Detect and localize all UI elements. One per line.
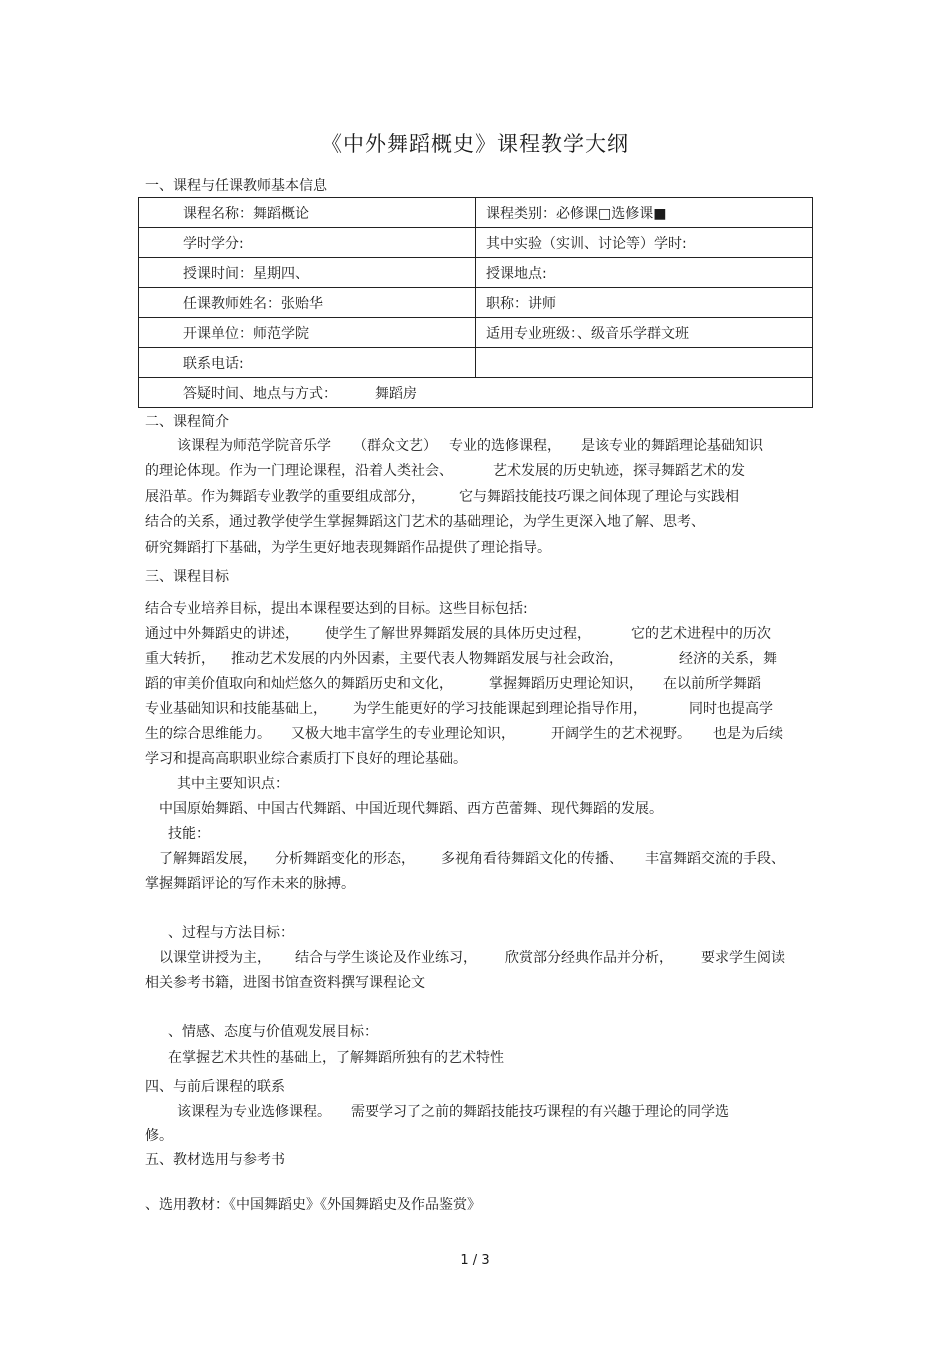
section5-heading: 五、教材选用与参考书 bbox=[145, 1152, 285, 1168]
intro-line bbox=[145, 511, 705, 531]
emotion-label: 、情感、态度与价值观发展目标： bbox=[168, 1024, 378, 1040]
text-span: 同时也提高学 bbox=[689, 701, 773, 717]
table-row bbox=[139, 258, 813, 288]
text-span: 使学生了解世界舞蹈发展的具体历史过程， bbox=[325, 626, 591, 642]
skills-line bbox=[145, 873, 355, 893]
text-span: 该课程为专业选修课程。 bbox=[177, 1104, 331, 1120]
hours-credits-cell: 学时学分: bbox=[139, 228, 476, 258]
table-row bbox=[139, 378, 813, 408]
course-name-cell: 课程名称：舞蹈概论 bbox=[139, 198, 476, 228]
goals-intro: 结合专业培养目标，提出本课程要达到的目标。这些目标包括: bbox=[145, 601, 528, 617]
applicable-class-cell: 适用专业班级：、级音乐学群文班 bbox=[476, 318, 813, 348]
process-line bbox=[145, 972, 425, 992]
text-span: 生的综合思维能力。 bbox=[145, 726, 271, 742]
text-span: 丰富舞蹈交流的手段、 bbox=[645, 851, 785, 867]
section3-heading: 三、课程目标 bbox=[145, 569, 229, 585]
course-info-table bbox=[138, 197, 813, 408]
goals-line bbox=[145, 673, 761, 693]
table-row bbox=[139, 228, 813, 258]
page-title: 《中外舞蹈概史》课程教学大纲 bbox=[321, 132, 629, 156]
text-span: 是该专业的舞蹈理论基础知识 bbox=[581, 438, 763, 454]
text-span: （群众文艺） bbox=[353, 438, 437, 454]
text-span: 也是为后续 bbox=[713, 726, 783, 742]
table-row bbox=[139, 288, 813, 318]
class-location-cell: 授课地点: bbox=[476, 258, 813, 288]
text-span: 分析舞蹈变化的形态， bbox=[275, 851, 415, 867]
text-span: 要求学生阅读 bbox=[701, 950, 785, 966]
text-span: 它与舞蹈技能技巧课之间体现了理论与实践相 bbox=[459, 489, 739, 505]
class-time-cell: 授课时间：星期四、 bbox=[139, 258, 476, 288]
section2-heading: 二、课程简介 bbox=[145, 414, 229, 430]
office-hours-cell bbox=[139, 378, 813, 408]
text-span: 重大转折， bbox=[145, 651, 215, 667]
text-span: 专业基础知识和技能基础上， bbox=[145, 701, 327, 717]
table-row bbox=[139, 198, 813, 228]
table-row bbox=[139, 348, 813, 378]
section4-heading: 四、与前后课程的联系 bbox=[145, 1079, 285, 1095]
text-span: 欣赏部分经典作品并分析， bbox=[505, 950, 673, 966]
intro-line bbox=[145, 537, 551, 557]
goals-line bbox=[145, 648, 777, 668]
text-span: 相关参考书籍，进图书馆查资料撰写课程论文 bbox=[145, 975, 425, 991]
text-span: 它的艺术进程中的历次 bbox=[631, 626, 771, 642]
text-span: 推动艺术发展的内外因素，主要代表人物舞蹈发展与社会政治， bbox=[231, 651, 623, 667]
office-hours-value: 舞蹈房 bbox=[375, 385, 417, 402]
text-span: 结合与学生谈论及作业练习， bbox=[295, 950, 477, 966]
goals-line bbox=[145, 723, 783, 743]
department-cell: 开课单位：师范学院 bbox=[139, 318, 476, 348]
text-span: 需要学习了之前的舞蹈技能技巧课程的有兴趣于理论的同学选 bbox=[351, 1104, 729, 1120]
text-span: 艺术发展的历史轨迹，探寻舞蹈艺术的发 bbox=[493, 463, 745, 479]
intro-line bbox=[145, 486, 739, 506]
skills-label: 技能： bbox=[168, 826, 210, 842]
lab-hours-cell: 其中实验（实训、讨论等）学时: bbox=[476, 228, 813, 258]
office-hours-label: 答疑时间、地点与方式： bbox=[183, 385, 337, 402]
skills-line bbox=[159, 848, 785, 868]
text-span: 为学生能更好的学习技能课起到理论指导作用， bbox=[353, 701, 647, 717]
course-type-cell: 课程类别：必修课□选修课■ bbox=[476, 198, 813, 228]
text-span: 经济的关系，舞 bbox=[679, 651, 777, 667]
textbook-line: 、选用教材：《中国舞蹈史》《外国舞蹈史及作品鉴赏》 bbox=[145, 1197, 481, 1213]
section1-heading: 一、课程与任课教师基本信息 bbox=[145, 178, 327, 194]
process-label: 、过程与方法目标： bbox=[168, 925, 294, 941]
knowledge-text: 中国原始舞蹈、中国古代舞蹈、中国近现代舞蹈、西方芭蕾舞、现代舞蹈的发展。 bbox=[159, 801, 663, 817]
empty-cell bbox=[476, 348, 813, 378]
knowledge-label: 其中主要知识点： bbox=[177, 776, 289, 792]
text-span: 的理论体现。作为一门理论课程，沿着人类社会、 bbox=[145, 463, 453, 479]
text-span: 开阔学生的艺术视野。 bbox=[551, 726, 691, 742]
text-span: 通过中外舞蹈史的讲述， bbox=[145, 626, 299, 642]
text-span: 在以前所学舞蹈 bbox=[663, 676, 761, 692]
goals-line bbox=[145, 698, 773, 718]
text-span: 了解舞蹈发展， bbox=[159, 851, 257, 867]
table-row bbox=[139, 318, 813, 348]
relation-line bbox=[177, 1101, 729, 1121]
text-span: 掌握舞蹈评论的写作未来的脉搏。 bbox=[145, 876, 355, 892]
relation-line bbox=[145, 1125, 173, 1145]
text-span: 该课程为师范学院音乐学 bbox=[177, 438, 331, 454]
text-span: 蹈的审美价值取向和灿烂悠久的舞蹈历史和文化， bbox=[145, 676, 453, 692]
text-span: 结合的关系，通过教学使学生掌握舞蹈这门艺术的基础理论，为学生更深入地了解、思考、 bbox=[145, 514, 705, 530]
page-number: 1 / 3 bbox=[460, 1253, 490, 1268]
text-span: 以课堂讲授为主， bbox=[159, 950, 271, 966]
text-span: 掌握舞蹈历史理论知识， bbox=[489, 676, 643, 692]
process-line bbox=[159, 947, 785, 967]
intro-line bbox=[177, 435, 763, 455]
text-span: 又极大地丰富学生的专业理论知识， bbox=[291, 726, 515, 742]
intro-line bbox=[145, 460, 745, 480]
text-span: 修。 bbox=[145, 1128, 173, 1144]
text-span: 展沿革。作为舞蹈专业教学的重要组成部分， bbox=[145, 489, 425, 505]
emotion-text: 在掌握艺术共性的基础上，了解舞蹈所独有的艺术特性 bbox=[168, 1050, 504, 1066]
goals-line bbox=[145, 623, 771, 643]
text-span: 多视角看待舞蹈文化的传播、 bbox=[441, 851, 623, 867]
teacher-title-cell: 职称：讲师 bbox=[476, 288, 813, 318]
goals-line bbox=[145, 748, 467, 768]
teacher-name-cell: 任课教师姓名：张贻华 bbox=[139, 288, 476, 318]
text-span: 专业的选修课程， bbox=[449, 438, 561, 454]
text-span: 学习和提高高职职业综合素质打下良好的理论基础。 bbox=[145, 751, 467, 767]
phone-cell: 联系电话: bbox=[139, 348, 476, 378]
text-span: 研究舞蹈打下基础，为学生更好地表现舞蹈作品提供了理论指导。 bbox=[145, 540, 551, 556]
